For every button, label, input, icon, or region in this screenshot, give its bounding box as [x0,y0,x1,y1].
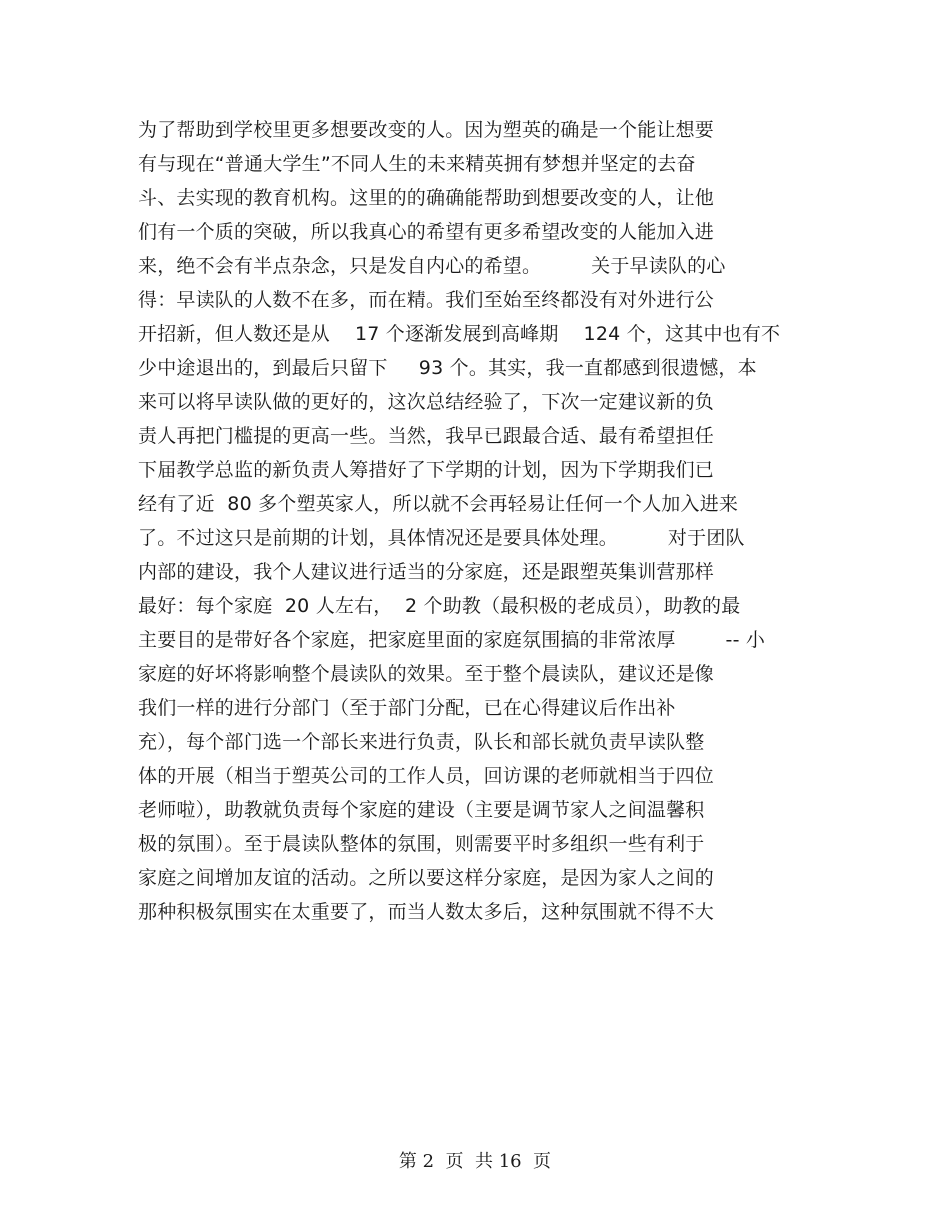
text-line: 来可以将早读队做的更好的，这次总结经验了，下次一定建议新的负 [138,391,715,413]
text-line: 经有了近 80 多个塑英家人，所以就不会再轻易让任何一个人加入进来 [138,493,739,515]
text-line: 主要目的是带好各个家庭，把家庭里面的家庭氛围搞的非常浓厚 -- 小 [138,629,766,651]
text-line: 开招新，但人数还是从 17 个逐渐发展到高峰期 124 个，这其中也有不 [138,323,781,345]
text-line: 体的开展（相当于塑英公司的工作人员，回访课的老师就相当于四位 [138,765,715,787]
text-line: 责人再把门槛提的更高一些。当然，我早已跟最合适、最有希望担任 [138,425,715,447]
text-line: 那种积极氛围实在太重要了，而当人数太多后，这种氛围就不得不大 [138,901,715,923]
text-line: 家庭之间增加友谊的活动。之所以要这样分家庭，是因为家人之间的 [138,867,715,889]
text-line: 充），每个部门选一个部长来进行负责，队长和部长就负责早读队整 [138,731,705,753]
text-line: 们有一个质的突破，所以我真心的希望有更多希望改变的人能加入进 [138,221,715,243]
text-line: 下届教学总监的新负责人筹措好了下学期的计划，因为下学期我们已 [138,459,715,481]
text-line: 极的氛围）。至于晨读队整体的氛围，则需要平时多组织一些有利于 [138,833,705,855]
text-line: 老师啦），助教就负责每个家庭的建设（主要是调节家人之间温馨积 [138,799,705,821]
text-line: 我们一样的进行分部门（至于部门分配，已在心得建议后作出补 [138,697,676,719]
document-body [138,113,798,929]
text-line: 为了帮助到学校里更多想要改变的人。因为塑英的确是一个能让想要 [138,119,715,141]
text-line: 最好：每个家庭 20 人左右， 2 个助教（最积极的老成员），助教的最 [138,595,741,617]
text-line: 内部的建设，我个人建议进行适当的分家庭，还是跟塑英集训营那样 [138,561,715,583]
text-line: 了。不过这只是前期的计划，具体情况还是要具体处理。 对于团队 [138,527,745,549]
text-line: 斗、去实现的教育机构。这里的的确确能帮助到想要改变的人，让他 [138,187,715,209]
page-number-footer: 第 2 页 共 16 页 [398,1151,552,1172]
text-line: 家庭的好坏将影响整个晨读队的效果。至于整个晨读队，建议还是像 [138,663,715,685]
text-line: 有与现在“普通大学生”不同人生的未来精英拥有梦想并坚定的去奋 [138,153,696,175]
text-line: 来，绝不会有半点杂念，只是发自内心的希望。 关于早读队的心 [138,255,726,277]
text-line: 少中途退出的，到最后只留下 93 个。其实，我一直都感到很遗憾，本 [138,357,757,379]
text-line: 得：早读队的人数不在多，而在精。我们至始至终都没有对外进行公 [138,289,715,311]
